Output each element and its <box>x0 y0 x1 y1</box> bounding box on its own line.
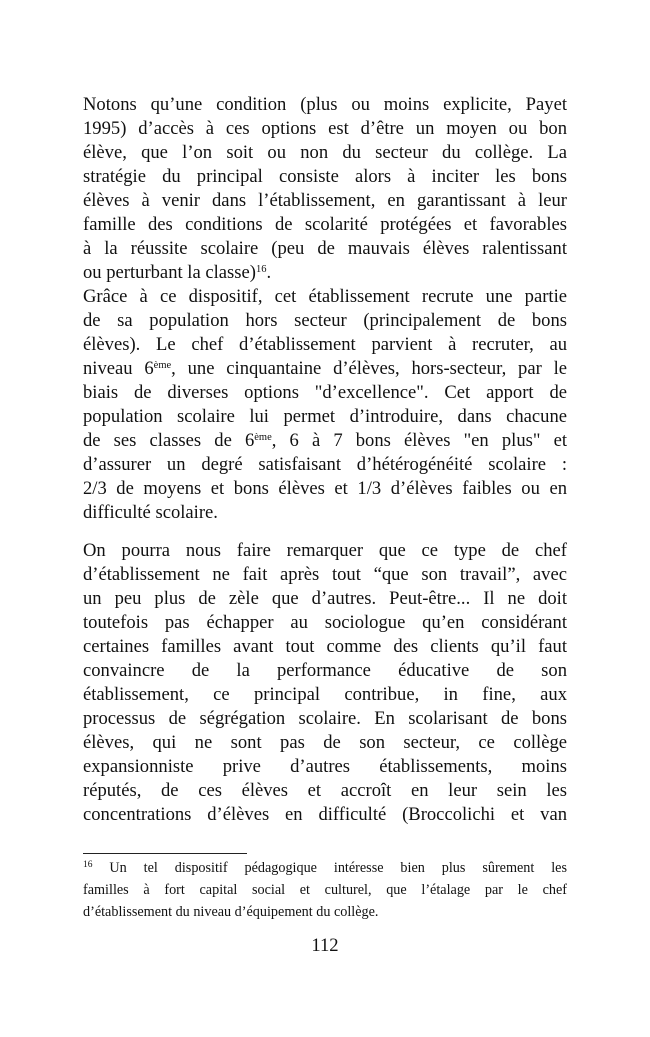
text-line: famille des conditions de scolarité protégées et favorables <box>83 214 567 235</box>
footnote-reference: 16 <box>255 264 267 275</box>
text-line: d’assurer un degré satisfaisant d’hétérogénéité scolaire : <box>83 454 567 475</box>
text-line <box>83 261 567 285</box>
text-line: établissement, ce principal contribue, in fine, aux <box>83 684 567 705</box>
text-line: convaincre de la performance éducative de son <box>83 660 567 681</box>
text-line: expansionniste prive d’autres établissements, moins <box>83 756 567 777</box>
paragraph-3 <box>83 539 567 827</box>
text-segment: Un tel dispositif pédagogique intéresse bien plus sûrement les <box>109 860 568 876</box>
text-line: Grâce à ce dispositif, cet établissement recrute une partie <box>83 286 567 307</box>
footnote-number: 16 <box>83 860 93 870</box>
text-line: élèves à venir dans l’établissement, en garantissant à leur <box>83 190 567 211</box>
footnote-line <box>83 857 567 879</box>
text-line: difficulté scolaire. <box>83 502 218 523</box>
text-line: Notons qu’une condition (plus ou moins explicite, Payet <box>83 94 567 115</box>
text-line: élève, que l’on soit ou non du secteur du collège. La <box>83 142 567 163</box>
text-line: élèves, qui ne sont pas de son secteur, ce collège <box>83 732 567 753</box>
footnote-divider <box>83 853 247 854</box>
text-line: réputés, de ces élèves et accroît en leur sein les <box>83 780 567 801</box>
text-line: élèves). Le chef d’établissement parvient à recruter, au <box>83 334 567 355</box>
text-segment: . <box>266 262 272 283</box>
text-line: 2/3 de moyens et bons élèves et 1/3 d’élèves faibles ou en <box>83 478 567 499</box>
footnote <box>83 857 567 923</box>
text-segment: , une cinquantaine d’élèves, hors-secteur, par le <box>171 358 567 379</box>
text-line: un peu plus de zèle que d’autres. Peut-être... Il ne doit <box>83 588 567 609</box>
text-line <box>83 357 567 381</box>
ordinal-superscript: ème <box>254 432 272 443</box>
text-line: d’établissement ne fait après tout “que son travail”, avec <box>83 564 567 585</box>
text-line: processus de ségrégation scolaire. En scolarisant de bons <box>83 708 567 729</box>
text-line: à la réussite scolaire (peu de mauvais élèves ralentissant <box>83 238 567 259</box>
ordinal-superscript: ème <box>153 360 172 371</box>
text-line: population scolaire lui permet d’introduire, dans chacune <box>83 406 567 427</box>
text-line: biais de diverses options "d’excellence". Cet apport de <box>83 382 567 403</box>
paragraph-1 <box>83 93 567 285</box>
text-segment: , 6 à 7 bons élèves "en plus" et <box>271 430 567 451</box>
text-line: concentrations d’élèves en difficulté (Broccolichi et van <box>83 804 567 825</box>
text-line <box>83 429 567 453</box>
text-segment: de ses classes de 6 <box>83 430 255 451</box>
footnote-line: d’établissement du niveau d’équipement du collège. <box>83 904 379 920</box>
text-line: stratégie du principal consiste alors à inciter les bons <box>83 166 567 187</box>
text-line: On pourra nous faire remarquer que ce type de chef <box>83 540 567 561</box>
footnote-line: familles à fort capital social et culturel, que l’étalage par le chef <box>83 882 567 898</box>
page-number: 112 <box>311 935 339 956</box>
text-line: certaines familles avant tout comme des clients qu’il faut <box>83 636 567 657</box>
text-segment: ou perturbant la classe) <box>83 262 256 283</box>
paragraph-2 <box>83 285 567 525</box>
text-line: toutefois pas échapper au sociologue qu’en considérant <box>83 612 567 633</box>
text-segment: niveau 6 <box>83 358 154 379</box>
text-line: de sa population hors secteur (principalement de bons <box>83 310 567 331</box>
text-line: 1995) d’accès à ces options est d’être un moyen ou bon <box>83 118 567 139</box>
